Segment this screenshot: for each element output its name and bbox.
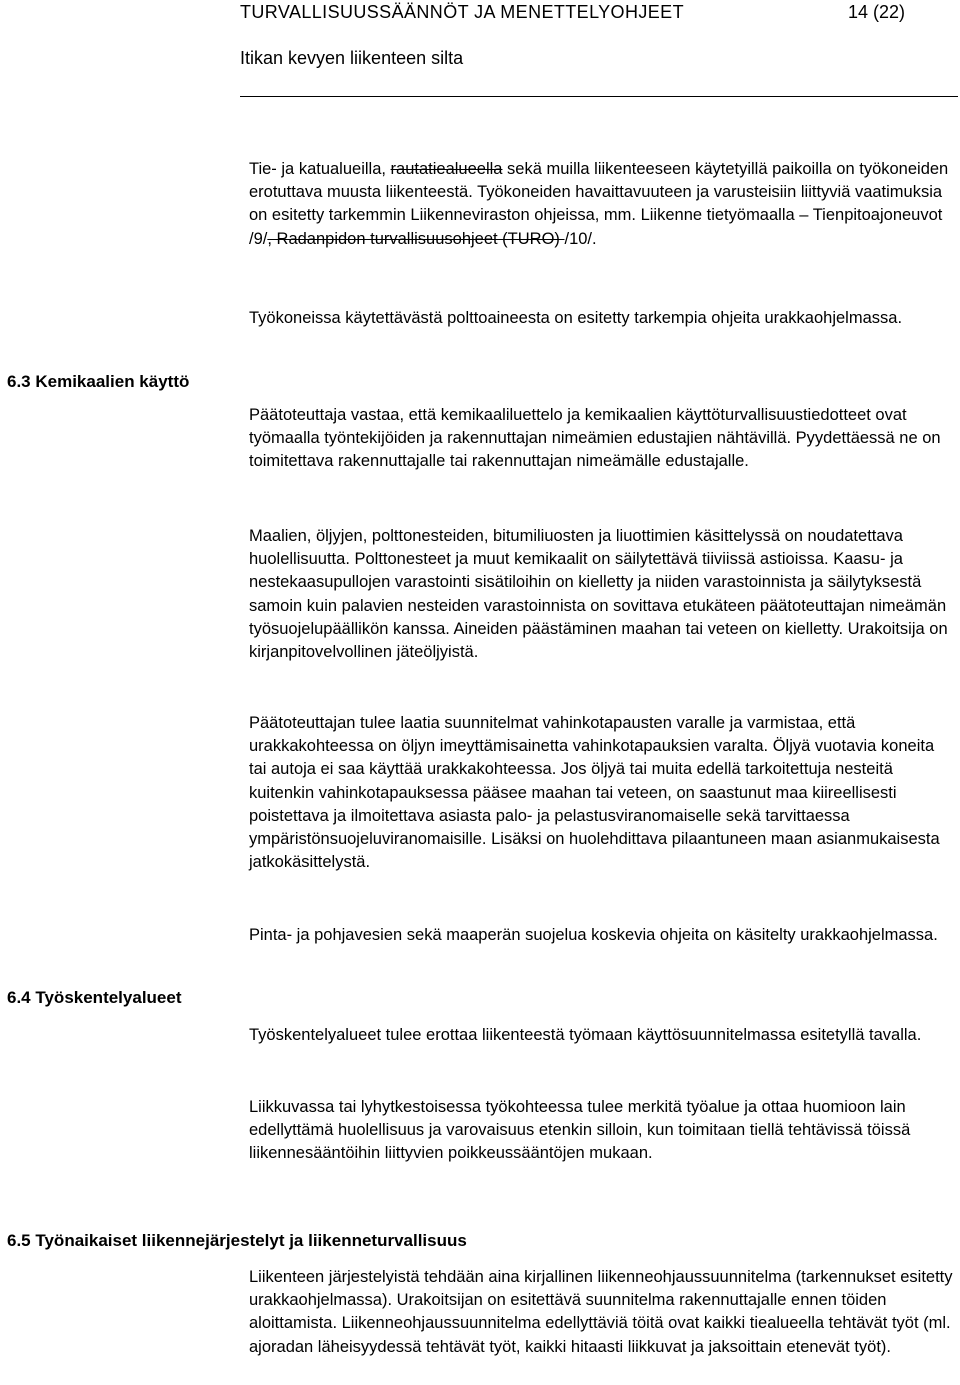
struck-text-turo: , Radanpidon turvallisuusohjeet (TURO): [267, 229, 565, 248]
section-6-4-paragraph-2: Liikkuvassa tai lyhytkestoisessa työkohteessa tulee merkitä työalue ja ottaa huomioon lain edellyttämä huolellisuus ja varovaisuus etenkin silloin, kun toimitaan tiellä tehtävissä töissä liikennesääntöihin liittyvien poikkeussääntöjen mukaan.: [249, 1098, 911, 1163]
struck-text-rautatiealueella: rautatiealueella: [390, 160, 503, 178]
intro-paragraph-1: [249, 158, 954, 251]
document-title: TURVALLISUUSSÄÄNNÖT JA MENETTELYOHJEET: [240, 2, 684, 22]
document-subtitle: Itikan kevyen liikenteen silta: [240, 48, 464, 68]
intro-text-a: Tie- ja katualueilla,: [249, 160, 391, 178]
section-heading-6-3: 6.3 Kemikaalien käyttö: [7, 372, 190, 391]
section-6-5-paragraph-1: Liikenteen järjestelyistä tehdään aina kirjallinen liikenneohjaussuunnitelma (tarkennukset esitetty urakkaohjelmassa). Urakoitsijan on esitettävä suunnitelma rakennuttajalle ennen töiden aloittamista. Liikenneohjaussuunnitelma edellyttäviä töitä ovat kaikki tiealueella tehtävät työt (ml. ajoradan läheisyydessä tehtävät työt, kaikki hitaasti liikkuvat ja jaksoittain etenevät työt).: [249, 1268, 953, 1356]
section-6-3-paragraph-1: Päätoteuttaja vastaa, että kemikaaliluettelo ja kemikaalien käyttöturvallisuustiedotteet ovat työmaalla työntekijöiden ja rakennuttajan nimeämien edustajien nähtävillä. Pyydettäessä ne on toimitettava rakennuttajalle tai rakennuttajan nimeämälle edustajalle.: [249, 406, 941, 471]
section-heading-6-5: 6.5 Työnaikaiset liikennejärjestelyt ja liikenneturvallisuus: [7, 1231, 467, 1250]
intro-text-c: /10/.: [564, 229, 597, 248]
section-6-3-paragraph-4: Pinta- ja pohjavesien sekä maaperän suojelua koskevia ohjeita on käsitelty urakkaohjelmassa.: [249, 926, 938, 944]
section-6-3-paragraph-2: Maalien, öljyjen, polttonesteiden, bitumiliuosten ja liuottimien käsittelyssä on noudatettava huolellisuutta. Polttonesteet ja muut kemikaalit on säilytettävä tiiviissä astioissa. Kaasu- ja nestekaasupullojen varastointi sisätiloihin on kielletty ja niiden varastoinnista ja säilytyksestä samoin kuin palavien nesteiden varastoinnista on sovittava etukäteen päätoteuttajan nimeämän työsuojelupäällikön kanssa. Aineiden päästäminen maahan tai veteen on kielletty. Urakoitsija on kirjanpitovelvollinen jäteöljyistä.: [249, 527, 948, 662]
page-number: 14 (22): [848, 2, 906, 22]
header-divider: [240, 96, 958, 97]
section-heading-6-4: 6.4 Työskentelyalueet: [7, 988, 182, 1007]
section-6-3-paragraph-3: Päätoteuttajan tulee laatia suunnitelmat vahinkotapausten varalle ja varmistaa, että urakkakohteessa on öljyn imeyttämisainetta vahinkotapauksien varalta. Öljyä vuotavia koneita tai autoja ei saa käyttää urakkakohteessa. Jos öljyä tai muita edellä tarkoitettuja nesteitä kuitenkin vahinkotapauksessa pääsee maahan tai veteen, on saastunut maa kiireellisesti poistettava ja ilmoitettava asiasta palo- ja pelastusviranomaiselle sekä tarvittaessa ympäristönsuojeluviranomaisille. Lisäksi on huolehdittava pilaantuneen maan asianmukaisesta jatkokäsittelystä.: [249, 714, 940, 872]
intro-paragraph-2: Työkoneissa käytettävästä polttoaineesta on esitetty tarkempia ohjeita urakkaohjelmassa.: [249, 309, 903, 327]
intro-text-b: sekä muilla liikenteeseen käytetyillä paikoilla on työkoneiden erotuttava muusta liikenteestä. Työkoneiden havaittavuuteen ja varusteisiin liittyviä vaatimuksia on esitetty tarkemmin Liikenneviraston ohjeissa, mm. Liikenne tietyömaalla – Tienpitoajoneuvot /9/: [249, 160, 949, 248]
section-6-4-paragraph-1: Työskentelyalueet tulee erottaa liikenteestä työmaan käyttösuunnitelmassa esitetyllä tavalla.: [249, 1026, 922, 1044]
